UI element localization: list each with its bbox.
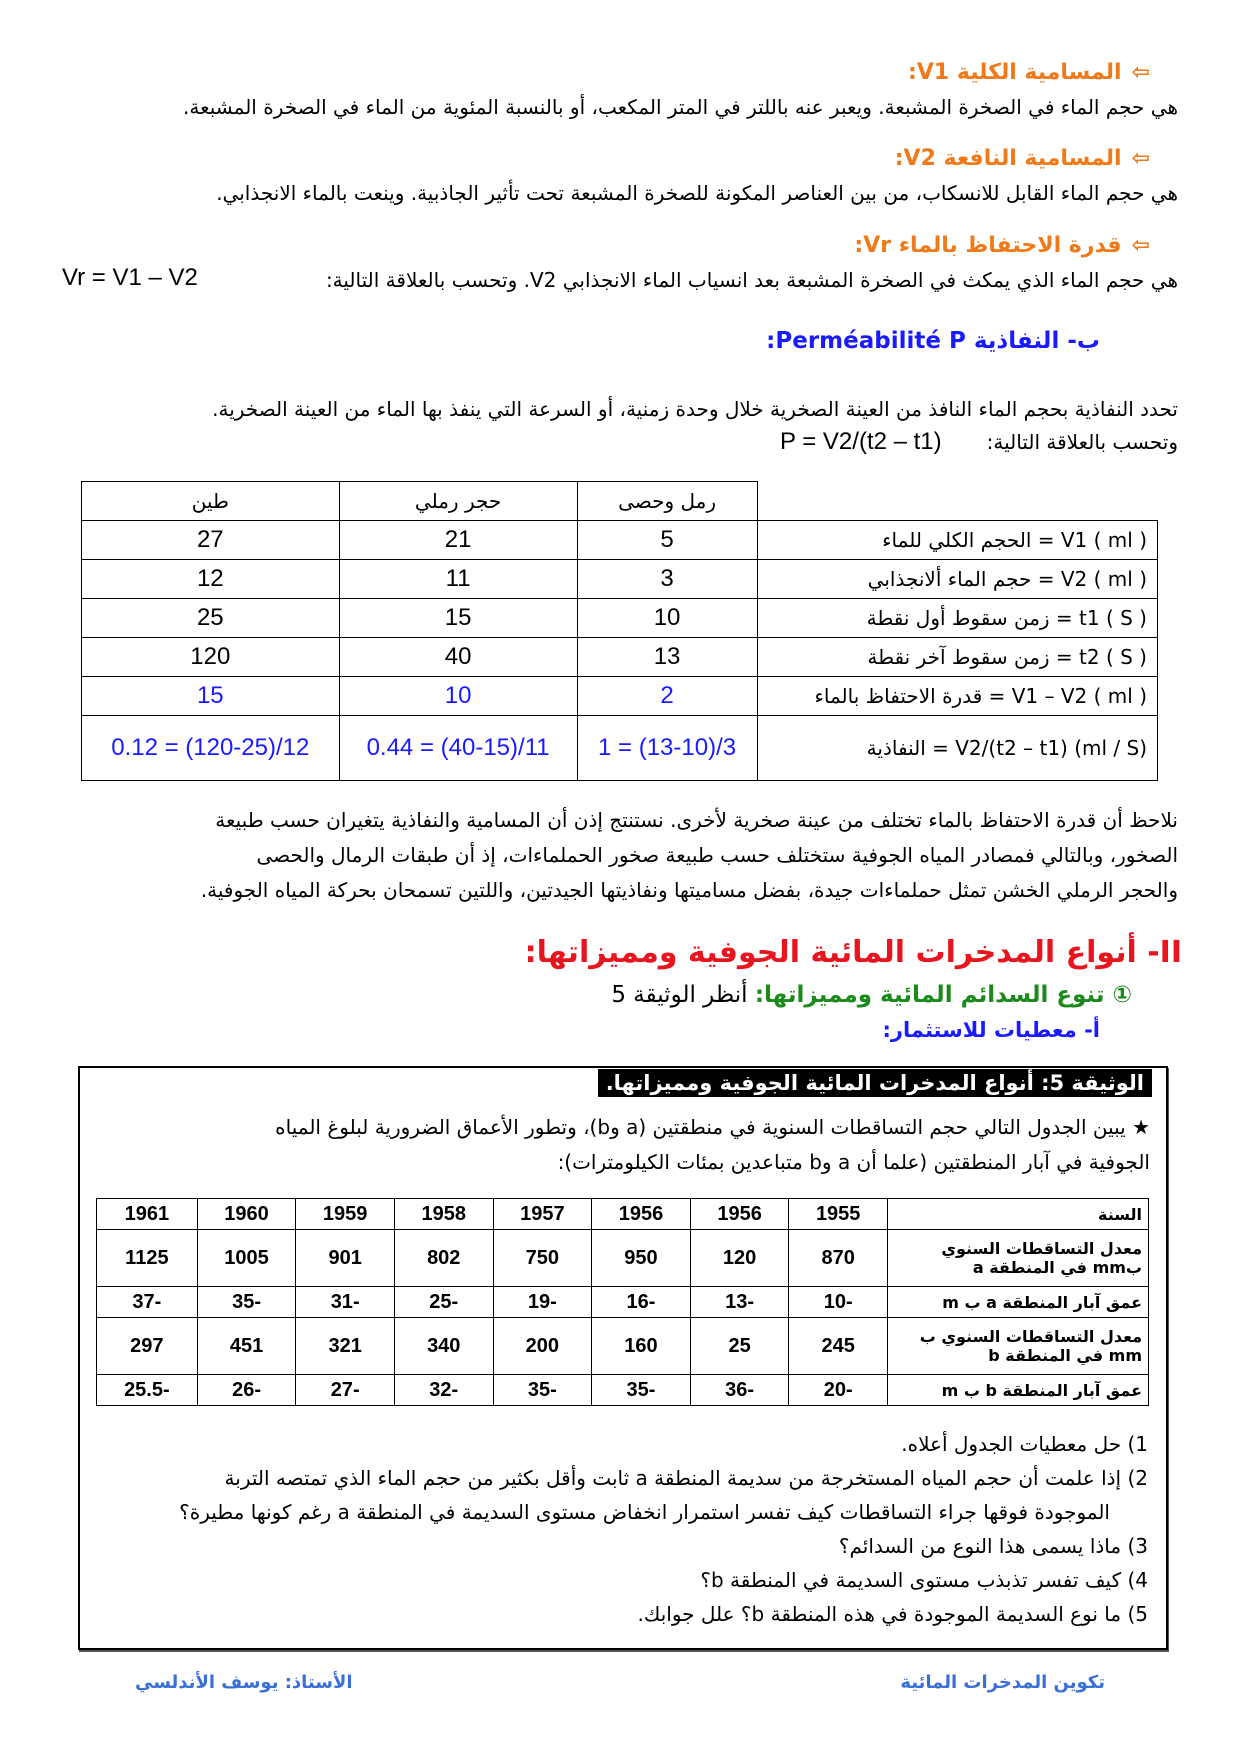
table-cell: 120: [690, 1230, 789, 1287]
table-cell: 11/(40-15) = 0.44: [339, 716, 577, 781]
table-cell: -37: [97, 1287, 198, 1318]
year-cell: 1960: [197, 1199, 296, 1230]
table-row: [82, 716, 1158, 781]
text-total-porosity: هي حجم الماء في الصخرة المشبعة. ويعبر عنه باللتر في المتر المكعب، أو بالنسبة المئوية من الماء في الصخرة المشبعة.: [183, 95, 1178, 119]
porosity-table: [81, 481, 1158, 781]
part2-subsubheading: أ- معطيات للاستثمار:: [882, 1018, 1100, 1042]
question-5: 5) ما نوع السديمة الموجودة في هذه المنطقة b؟ علل جوابك.: [637, 1602, 1148, 1626]
conclusion-line-1: نلاحظ أن قدرة الاحتفاظ بالماء تختلف من عينة صخرية لأخرى. نستنتج إذن أن المسامية والنفاذية يتغيران حسب طبيعة: [215, 808, 1178, 832]
table-cell: 750: [493, 1230, 592, 1287]
text-permeability: تحدد النفاذية بحجم الماء النافذ من العينة الصخرية خلال وحدة زمنية، أو السرعة التي ينفذ بها الماء من العينة الصخرية.: [212, 397, 1178, 421]
document5-title: الوثيقة 5: أنواع المدخرات المائية الجوفية ومميزاتها.: [598, 1069, 1152, 1097]
table-cell: 1125: [97, 1230, 198, 1287]
question-3: 3) ماذا يسمى هذا النوع من السدائم؟: [838, 1534, 1148, 1558]
table-cell: 40: [339, 638, 577, 677]
table-cell: -36: [690, 1375, 789, 1406]
table-cell: 340: [394, 1318, 493, 1375]
questions-list: [88, 1427, 1148, 1631]
question-1: 1) حل معطيات الجدول أعلاه.: [901, 1432, 1148, 1456]
footer-teacher: الأستاذ: يوسف الأندلسي: [135, 1672, 353, 1693]
table-cell: 12/(120-25) = 0.12: [82, 716, 340, 781]
table-row: [82, 521, 1158, 560]
table-cell: 245: [789, 1318, 888, 1375]
hollow-left-arrow-icon: ⇦: [1131, 233, 1150, 258]
table-cell: -26: [197, 1375, 296, 1406]
table-row: [82, 638, 1158, 677]
row-label: t1 ( S ) = زمن سقوط أول نقطة: [757, 599, 1158, 638]
row-label: معدل التساقطات السنوي بmm في المنطقة a: [888, 1230, 1149, 1287]
table-cell: 11: [339, 560, 577, 599]
question-2: 2) إذا علمت أن حجم المياه المستخرجة من سديمة المنطقة a ثابت وأقل بكثير من حجم الماء الذي تمتصه التربة: [224, 1466, 1148, 1490]
table-cell: 901: [296, 1230, 395, 1287]
table-cell: 12: [82, 560, 340, 599]
table-cell: 321: [296, 1318, 395, 1375]
table-cell: -16: [592, 1287, 691, 1318]
table-cell: 15: [82, 677, 340, 716]
row-label: عمق آبار المنطقة b ب m: [888, 1375, 1149, 1406]
table-cell: -19: [493, 1287, 592, 1318]
table-cell: 160: [592, 1318, 691, 1375]
year-cell: 1955: [789, 1199, 888, 1230]
table-cell: -13: [690, 1287, 789, 1318]
column-header: حجر رملي: [339, 482, 577, 521]
table-row: [97, 1230, 1149, 1287]
question-2-cont: الموجودة فوقها جراء التساقطات كيف تفسر استمرار انخفاض مستوى السديمة في المنطقة a رغم كونها مطيرة؟: [179, 1500, 1110, 1524]
row-label: V1 – V2 ( ml ) = قدرة الاحتفاظ بالماء: [757, 677, 1158, 716]
text-retention: هي حجم الماء الذي يمكث في الصخرة المشبعة بعد انسياب الماء الانجذابي V2. وتحسب بالعلاقة التالية:: [325, 268, 1178, 292]
heading-permeability: ب- النفاذية Perméabilité P:: [766, 328, 1100, 354]
formula-retention: Vr = V1 – V2: [62, 264, 198, 291]
footer-course-title: تكوين المدخرات المائية: [900, 1672, 1105, 1693]
table-row: [97, 1318, 1149, 1375]
text-useful-porosity: هي حجم الماء القابل للانسكاب، من بين العناصر المكونة للصخرة المشبعة تحت تأثير الجاذبية. وينعت بالماء الانجذابي.: [216, 181, 1178, 205]
column-header: طين: [82, 482, 340, 521]
table-cell: 200: [493, 1318, 592, 1375]
table-row: [82, 599, 1158, 638]
hollow-left-arrow-icon: ⇦: [1131, 60, 1150, 85]
document5-intro-2: الجوفية في آبار المنطقتين (علما أن a وb متباعدين بمئات الكيلومترات):: [557, 1150, 1150, 1174]
column-header: رمل وحصى: [577, 482, 757, 521]
year-cell: 1957: [493, 1199, 592, 1230]
table-header-row: [82, 482, 1158, 521]
conclusion-line-2: الصخور، وبالتالي فمصادر المياه الجوفية ستختلف حسب طبيعة صخور الحملماءات، إذ أن طبقات الرمال والحصى: [256, 843, 1178, 867]
table-cell: 5: [577, 521, 757, 560]
table-cell: 802: [394, 1230, 493, 1287]
table-cell: 297: [97, 1318, 198, 1375]
table-row: [97, 1375, 1149, 1406]
table-cell: -32: [394, 1375, 493, 1406]
table-cell: -27: [296, 1375, 395, 1406]
table-cell: 2: [577, 677, 757, 716]
year-cell: 1958: [394, 1199, 493, 1230]
row-label: V2 ( ml ) = حجم الماء ألانجذابي: [757, 560, 1158, 599]
table-cell: 451: [197, 1318, 296, 1375]
part2-heading: II- أنواع المدخرات المائية الجوفية ومميزاتها:: [524, 935, 1182, 970]
table-cell: 21: [339, 521, 577, 560]
heading-useful-porosity: ⇦المسامية النافعة V2:: [894, 146, 1150, 171]
table-cell: 1005: [197, 1230, 296, 1287]
year-cell: 1959: [296, 1199, 395, 1230]
year-cell: 1956: [592, 1199, 691, 1230]
table-row: [97, 1287, 1149, 1318]
table-cell: 3: [577, 560, 757, 599]
table-cell: -10: [789, 1287, 888, 1318]
permeability-formula: P = V2/(t2 – t1): [780, 428, 942, 455]
year-label: السنة: [888, 1199, 1149, 1230]
table-cell: 950: [592, 1230, 691, 1287]
table-cell: -31: [296, 1287, 395, 1318]
table-row: [82, 560, 1158, 599]
hollow-left-arrow-icon: ⇦: [1131, 146, 1150, 171]
table-cell: 10: [339, 677, 577, 716]
table-cell: 15: [339, 599, 577, 638]
rainfall-table: [96, 1198, 1149, 1406]
empty-corner: [757, 482, 1158, 521]
table-cell: 25: [690, 1318, 789, 1375]
year-cell: 1956: [690, 1199, 789, 1230]
question-4: 4) كيف تفسر تذبذب مستوى السديمة في المنطقة b؟: [700, 1568, 1148, 1592]
table-cell: 25: [82, 599, 340, 638]
table-cell: 27: [82, 521, 340, 560]
year-cell: 1961: [97, 1199, 198, 1230]
table-cell: -25.5: [97, 1375, 198, 1406]
table-cell: 3/(13-10) = 1: [577, 716, 757, 781]
table-cell: -25: [394, 1287, 493, 1318]
table-cell: -35: [197, 1287, 296, 1318]
row-label: t2 ( S ) = زمن سقوط آخر نقطة: [757, 638, 1158, 677]
year-header-row: [97, 1199, 1149, 1230]
row-label: V2/(t2 – t1) (ml / S) = النفاذية: [757, 716, 1158, 781]
table-cell: -35: [592, 1375, 691, 1406]
table-cell: -35: [493, 1375, 592, 1406]
conclusion-line-3: والحجر الرملي الخشن تمثل حملماءات جيدة، بفضل مساميتها ونفاذيتها الجيدتين، واللتين تسمحان بحركة المياه الجوفية.: [200, 878, 1178, 902]
row-label: معدل التساقطات السنوي ب mm في المنطقة b: [888, 1318, 1149, 1375]
document5-intro-1: ★ يبين الجدول التالي حجم التساقطات السنوية في منطقتين (a وb)، وتطور الأعماق الضرورية لبلوغ المياه: [275, 1115, 1150, 1139]
permeability-formula-label: وتحسب بالعلاقة التالية:: [986, 430, 1178, 454]
table-cell: 13: [577, 638, 757, 677]
table-cell: 120: [82, 638, 340, 677]
row-label: V1 ( ml ) = الحجم الكلي للماء: [757, 521, 1158, 560]
table-row: [82, 677, 1158, 716]
heading-total-porosity: ⇦المسامية الكلية V1:: [908, 60, 1150, 85]
part2-subheading: ① تنوع السدائم المائية ومميزاتها: أنظر الوثيقة 5: [611, 982, 1132, 1008]
heading-retention: ⇦قدرة الاحتفاظ بالماء Vr:: [854, 233, 1150, 258]
table-cell: 870: [789, 1230, 888, 1287]
table-cell: -20: [789, 1375, 888, 1406]
row-label: عمق آبار المنطقة a ب m: [888, 1287, 1149, 1318]
document-reference: أنظر الوثيقة 5: [611, 982, 748, 1008]
table-cell: 10: [577, 599, 757, 638]
